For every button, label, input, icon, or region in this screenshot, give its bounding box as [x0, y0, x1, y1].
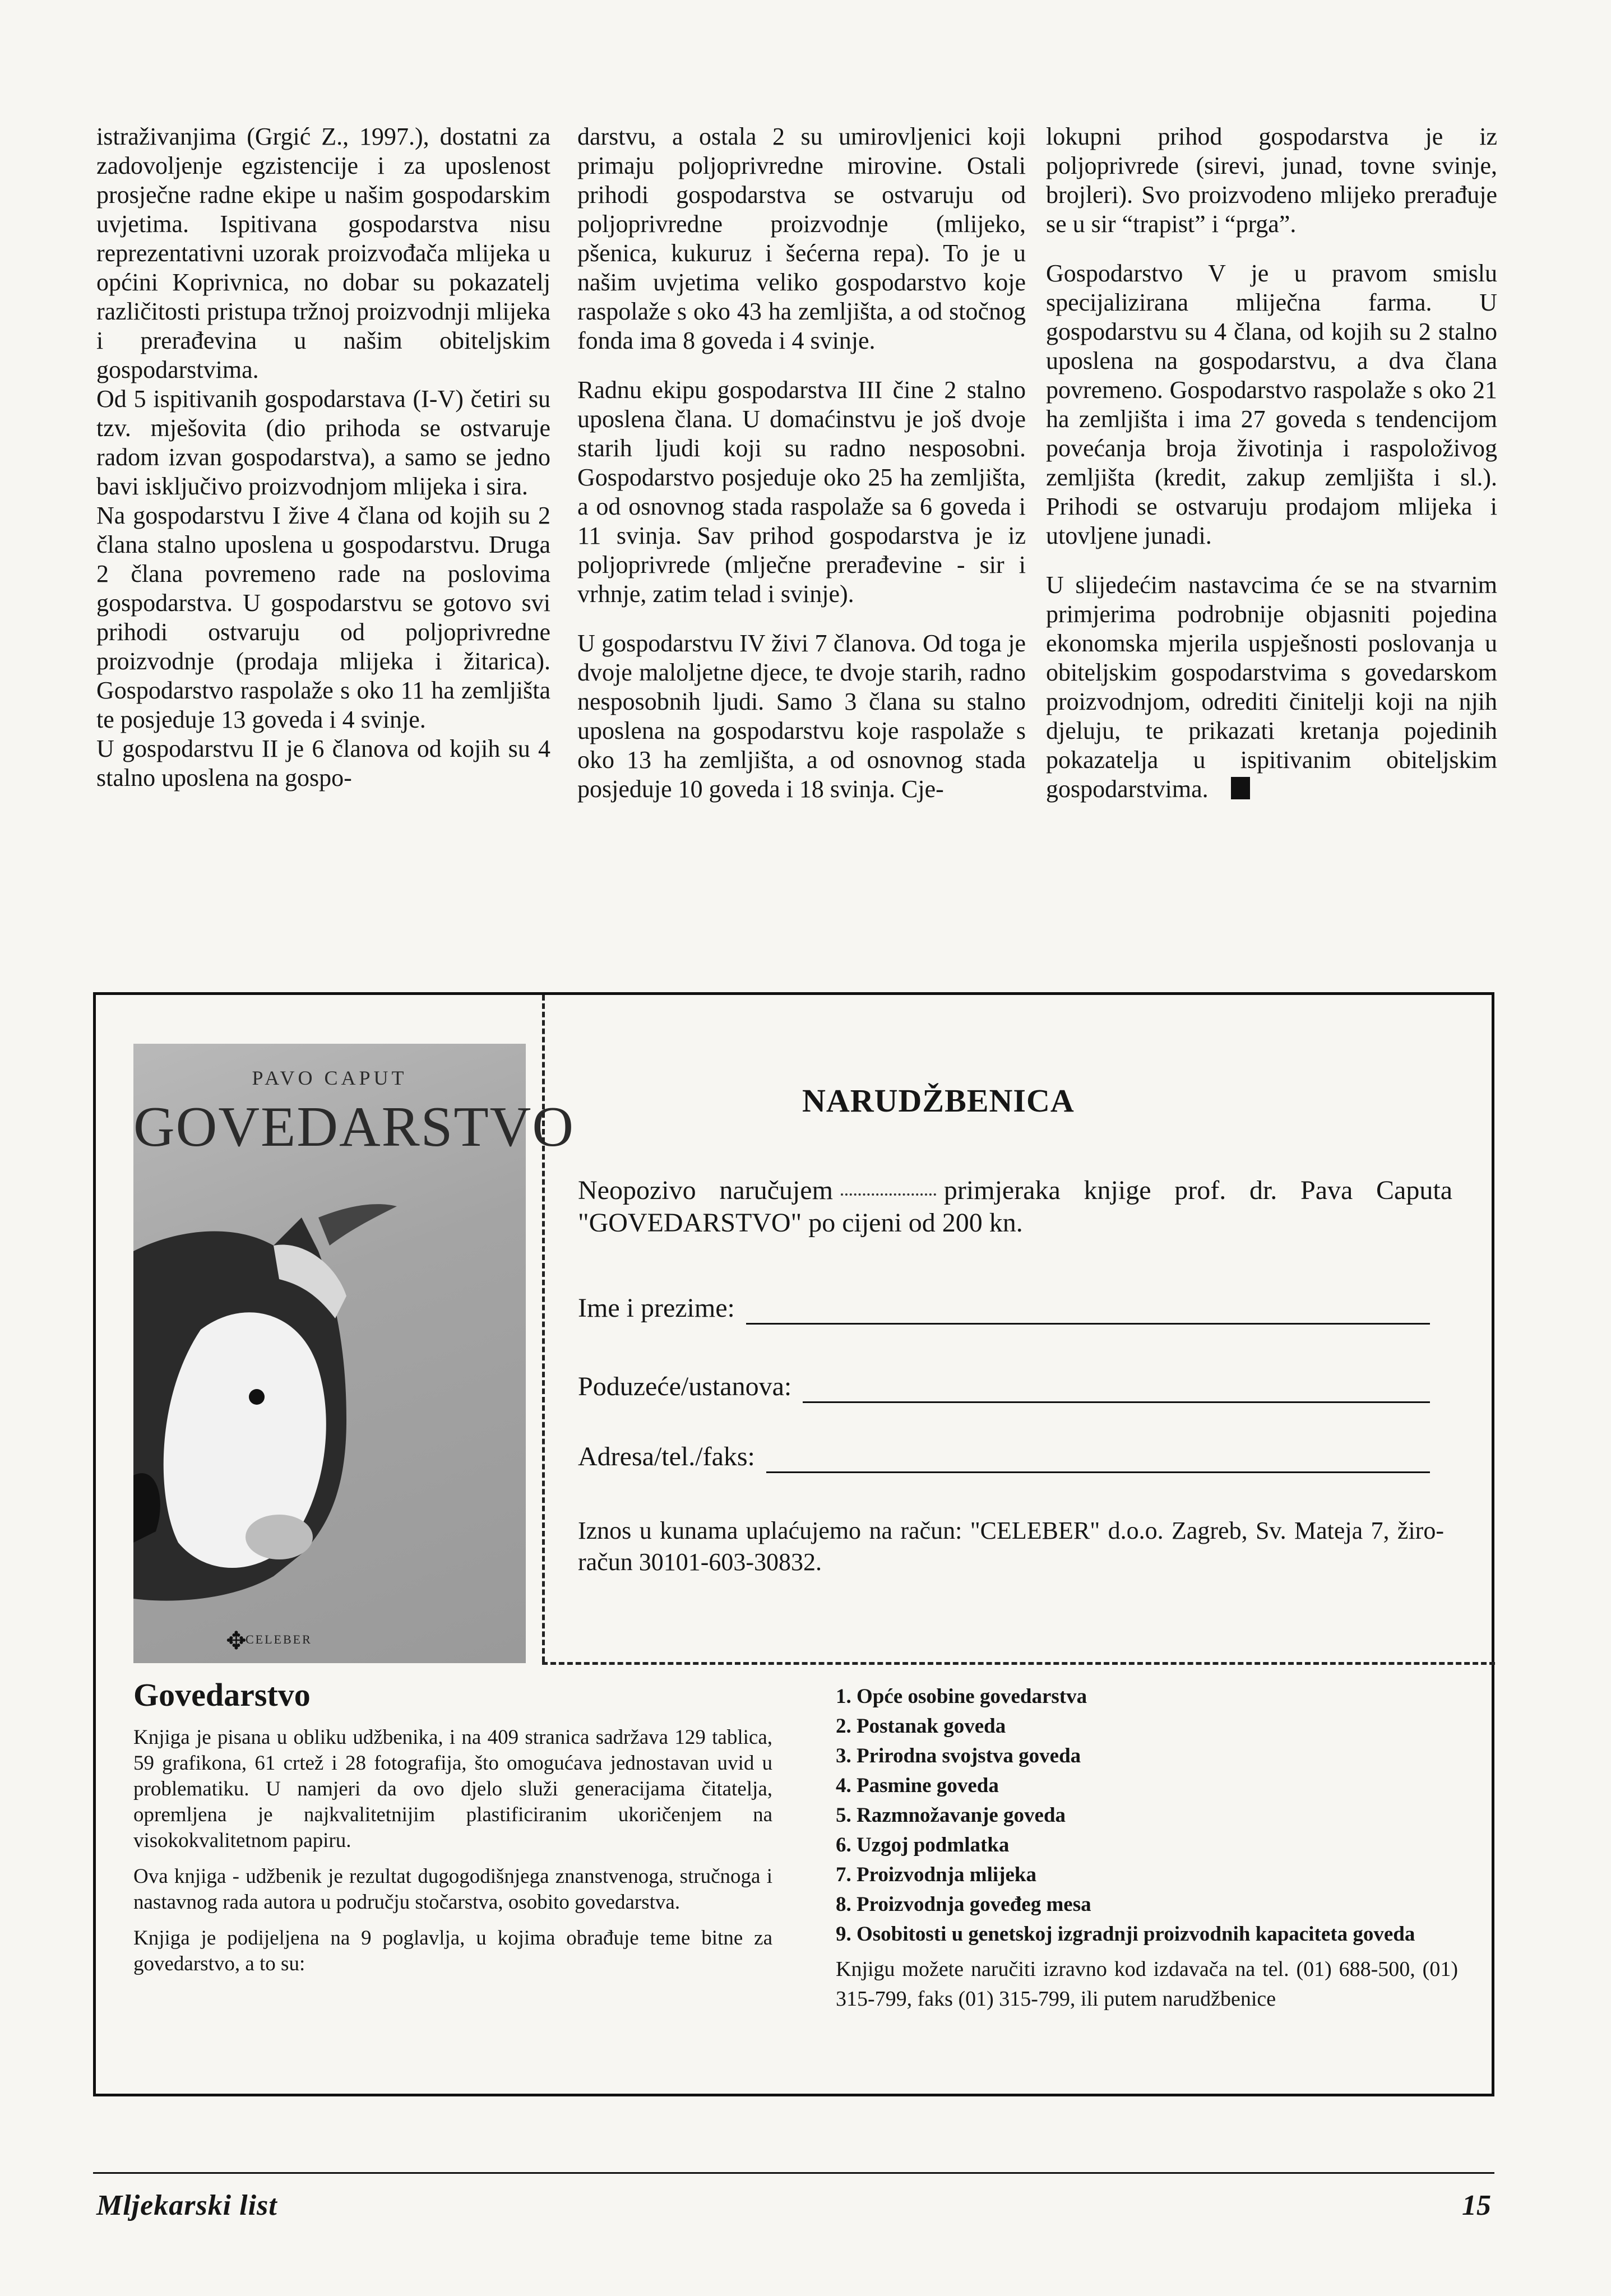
order-form-title: NARUDŽBENICA: [802, 1082, 1075, 1119]
description-paragraph: Knjiga je pisana u obliku udžbenika, i na 409 stranica sadržava 129 tablica, 59 grafikona, 61 crtež i 28 fotografija, što omogućava jednostavan uvid u problematiku. U namjeri da ovo djelo služi generacijama čitatelja, opremljena je najkvalitetnijim plastificiranim ukoričenjem na visokokvalitetnom papiru.: [133, 1726, 772, 1852]
chapter-section: [836, 1682, 1458, 2014]
chapter-item: 3. Prirodna svojstva goveda: [836, 1744, 1081, 1767]
paragraph: Na gospodarstvu I žive 4 člana od kojih su 2 člana stalno uposlena u gospodarstvu. Druga 2 člana povremeno rade na poslovima gospodarstva. U gospodarstvu se gotovo svi prihodi ostvaruju od poljoprivredne proizvodnje (prodaja mlijeka i žitarica). Gospodarstvo raspolaže s oko 11 ha zemljišta te posjeduje 13 goveda i 4 svinje.: [96, 502, 550, 733]
footer-rule: [93, 2172, 1494, 2174]
paragraph: U gospodarstvu IV živi 7 članova. Od toga je dvoje maloljetne djece, te dvoje starih, radno nesposobnih ljudi. Samo 3 člana su stalno uposlena na gospodarstvu koje raspolaže s oko 13 ha zemljišta, a od osnovnog stada posjeduje 10 goveda i 18 svinja. Cje-: [577, 629, 1026, 803]
cow-head-illustration: [133, 1184, 526, 1610]
cover-publisher: CELEBER: [246, 1632, 312, 1646]
article-column-3: [1046, 122, 1497, 804]
cover-author: PAVO CAPUT: [252, 1067, 408, 1089]
address-field: [578, 1441, 1430, 1473]
order-request-end: primjeraka knjige prof. dr. Pava Caputa "GOVEDARSTVO" po cijeni od 200 kn.: [578, 1175, 1453, 1238]
journal-name: Mljekarski list: [96, 2189, 277, 2221]
paragraph-final: [1046, 571, 1497, 804]
quantity-blank[interactable]: [841, 1193, 936, 1196]
cover-title: GOVEDARSTVO: [133, 1095, 575, 1159]
paragraph: lokupni prihod gospodarstva je iz poljoprivrede (sirevi, junad, tovne svinje, brojleri). Svo proizvodeno mlijeko prerađuje se u sir “trapist” i “prga”.: [1046, 123, 1497, 238]
order-request-start: Neopozivo naručujem: [578, 1175, 833, 1205]
paragraph: darstvu, a ostala 2 su umirovljenici koji primaju poljoprivredne mirovine. Ostali prihodi gospodarstva se ostvaruju od poljoprivredne proizvodnje (mlijeko, pšenica, kukuruz i šećerna repa). To je u našim uvjetima veliko gospodarstvo koje raspolaže s oko 43 ha zemljišta, a od stočnog fonda ima 8 goveda i 4 svinje.: [577, 123, 1026, 354]
end-of-article-mark: [1231, 777, 1250, 799]
description-paragraph: Ova knjiga - udžbenik je rezultat dugogodišnjega znanstvenoga, stručnoga i nastavnog rada autora u području stočarstva, osobito govedarstva.: [133, 1865, 772, 1914]
order-note: Knjigu možete naručiti izravno kod izdavača na tel. (01) 688-500, (01) 315-799, faks (01) 315-799, ili putem narudžbenice: [836, 1957, 1458, 2011]
chapter-item: 6. Uzgoj podmlatka: [836, 1834, 1010, 1857]
chapter-item: 8. Proizvodnja goveđeg mesa: [836, 1893, 1091, 1916]
book-advertisement: [93, 992, 1494, 2096]
company-label: Poduzeće/ustanova:: [578, 1372, 792, 1401]
paragraph: Radnu ekipu gospodarstva III čine 2 stalno uposlena člana. U domaćinstvu je još dvoje starih ljudi koji su radno nesposobni. Gospodarstvo posjeduje oko 25 ha zemljišta, a od osnovnog stada raspolaže sa 6 goveda i 11 svinja. Sav prihod gospodarstva je iz poljoprivrede (mlječne prerađevine - sir i vrhnje, zatim telad i svinje).: [577, 376, 1026, 608]
name-input-line[interactable]: [746, 1299, 1430, 1325]
paragraph-text: U slijedećim nastavcima će se na stvarnim primjerima podrobnije objasniti pojedina ekonomska mjerila uspješnosti poslovanja u obiteljskim gospodarstvima s govedarskom proizvodnjom, odrediti činitelji koji na njih djeluju, te prikazati kretanja pojedinih pokazatelja u ispitivanim obiteljskim gospodarstvima.: [1046, 571, 1497, 803]
book-cover: [133, 1044, 575, 1663]
name-label: Ime i prezime:: [578, 1293, 735, 1323]
chapter-item: 4. Pasmine goveda: [836, 1774, 999, 1797]
address-input-line[interactable]: [766, 1448, 1430, 1473]
publisher-logo-icon: ✥: [226, 1627, 247, 1655]
book-name: Govedarstvo: [133, 1677, 311, 1713]
paragraph: istraživanjima (Grgić Z., 1997.), dostatni za zadovoljenje egzistencije i za uposlenost prosječne radne ekipe u našim gospodarskim uvjetima. Ispitivana gospodarstva nisu reprezentativni uzorak proizvođača mlijeka u općini Koprivnica, no dobar su pokazatelj različitosti pristupa tržnoj proizvodnji mlijeka i prerađevina u našim obiteljskim gospodarstvima.: [96, 123, 550, 383]
chapter-item: 9. Osobitosti u genetskoj izgradnji proizvodnih kapaciteta goveda: [836, 1923, 1415, 1946]
page-number: 15: [1462, 2189, 1491, 2221]
paragraph: Gospodarstvo V je u pravom smislu specijalizirana mliječna farma. U gospodarstvu su 4 člana, od kojih su 2 stalno uposlena na gospodarstvu, a dva člana povremeno. Gospodarstvo raspolaže s oko 21 ha zemljišta i ima 27 goveda s tendencijom povećanja broja životinja i raspoloživog zemljišta (kredit, zakup zemljišta i sl.). Prihodi se ostvaruju prodajom mlijeka i utovljene junadi.: [1046, 260, 1497, 549]
payment-info: Iznos u kunama uplaćujemo na račun: "CELEBER" d.o.o. Zagreb, Sv. Mateja 7, žiro-račun 30101-603-30832.: [578, 1517, 1444, 1576]
paragraph: Od 5 ispitivanih gospodarstava (I-V) četiri su tzv. mješovita (dio prihoda se ostvaruje radom izvan gospodarstva), a samo se jedno bavi isključivo proizvodnjom mlijeka i sira.: [96, 385, 550, 500]
company-field: [578, 1371, 1430, 1403]
book-description: [133, 1676, 772, 1987]
address-label: Adresa/tel./faks:: [578, 1442, 755, 1471]
article-column-2: [577, 122, 1026, 804]
paragraph: U gospodarstvu II je 6 članova od kojih su 4 stalno uposlena na gospo-: [96, 735, 550, 791]
cut-line-horizontal: [542, 1662, 1495, 1665]
article-column-1: [96, 122, 550, 793]
cut-line-vertical: [542, 995, 545, 1662]
chapter-item: 5. Razmnožavanje goveda: [836, 1804, 1066, 1827]
description-paragraph: Knjiga je podijeljena na 9 poglavlja, u kojima obrađuje teme bitne za govedarstvo, a to su:: [133, 1927, 772, 1975]
company-input-line[interactable]: [803, 1378, 1430, 1403]
chapter-item: 7. Proizvodnja mlijeka: [836, 1863, 1036, 1886]
chapter-item: 1. Opće osobine govedarstva: [836, 1685, 1087, 1708]
order-request-text: [578, 1174, 1452, 1239]
chapter-item: 2. Postanak goveda: [836, 1715, 1006, 1738]
chapter-list: [836, 1682, 1458, 1949]
name-field: [578, 1292, 1430, 1325]
